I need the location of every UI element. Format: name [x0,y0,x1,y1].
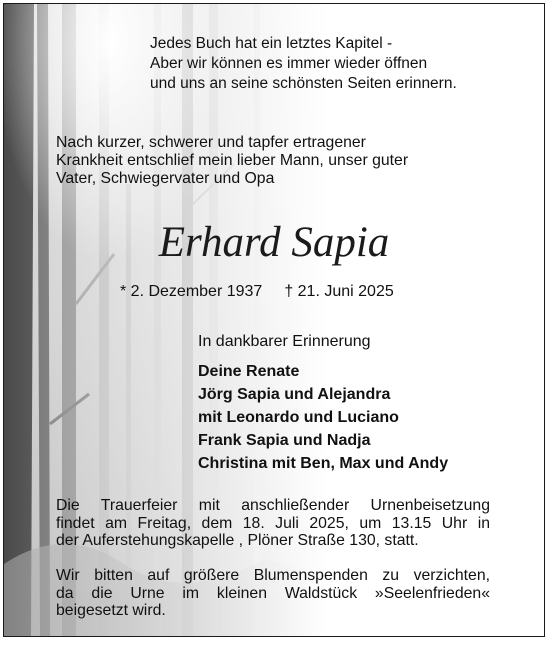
obituary-notice [3,3,545,637]
quote-line: und uns an seine schönsten Seiten erinnern. [150,75,457,92]
deceased-name: Erhard Sapia [158,219,390,266]
intro-line: Vater, Schwiegervater und Opa [56,170,275,187]
flower-line: beigesetzt wird. [56,602,166,619]
funeral-line: Die Trauerfeier mit anschließender Urnenbeisetzung [56,497,490,514]
intro-line: Nach kurzer, schwerer und tapfer ertragener [56,134,366,151]
funeral-line: findet am Freitag, dem 18. Juli 2025, um 13.15 Uhr in [56,514,490,532]
remembrance-line: In dankbarer Erinnerung [198,333,371,350]
notice-content [4,4,544,636]
flower-line: Wir bitten auf größere Blumenspenden zu verzichten, [56,567,490,584]
death-date: † 21. Juni 2025 [284,283,394,300]
memorial-quote [150,34,457,94]
funeral-line: der Auferstehungskapelle , Plöner Straße 130, statt. [56,532,419,549]
life-dates [120,282,394,302]
family-member: Deine Renate [198,363,300,380]
birth-date: * 2. Dezember 1937 [120,283,263,300]
quote-line: Jedes Buch hat ein letztes Kapitel - [150,35,393,52]
flower-line: da die Urne im kleinen Waldstück »Seelenfrieden« [56,584,490,602]
announcement-intro [56,134,408,188]
family-member: mit Leonardo und Luciano [198,409,399,426]
intro-line: Krankheit entschlief mein lieber Mann, unser guter [56,152,409,169]
family-member: Christina mit Ben, Max und Andy [198,455,449,472]
funeral-info [56,497,490,550]
family-member: Frank Sapia und Nadja [198,432,371,449]
flower-request [56,567,490,620]
quote-line: Aber wir können es immer wieder öffnen [150,55,428,72]
family-member: Jörg Sapia und Alejandra [198,386,391,403]
